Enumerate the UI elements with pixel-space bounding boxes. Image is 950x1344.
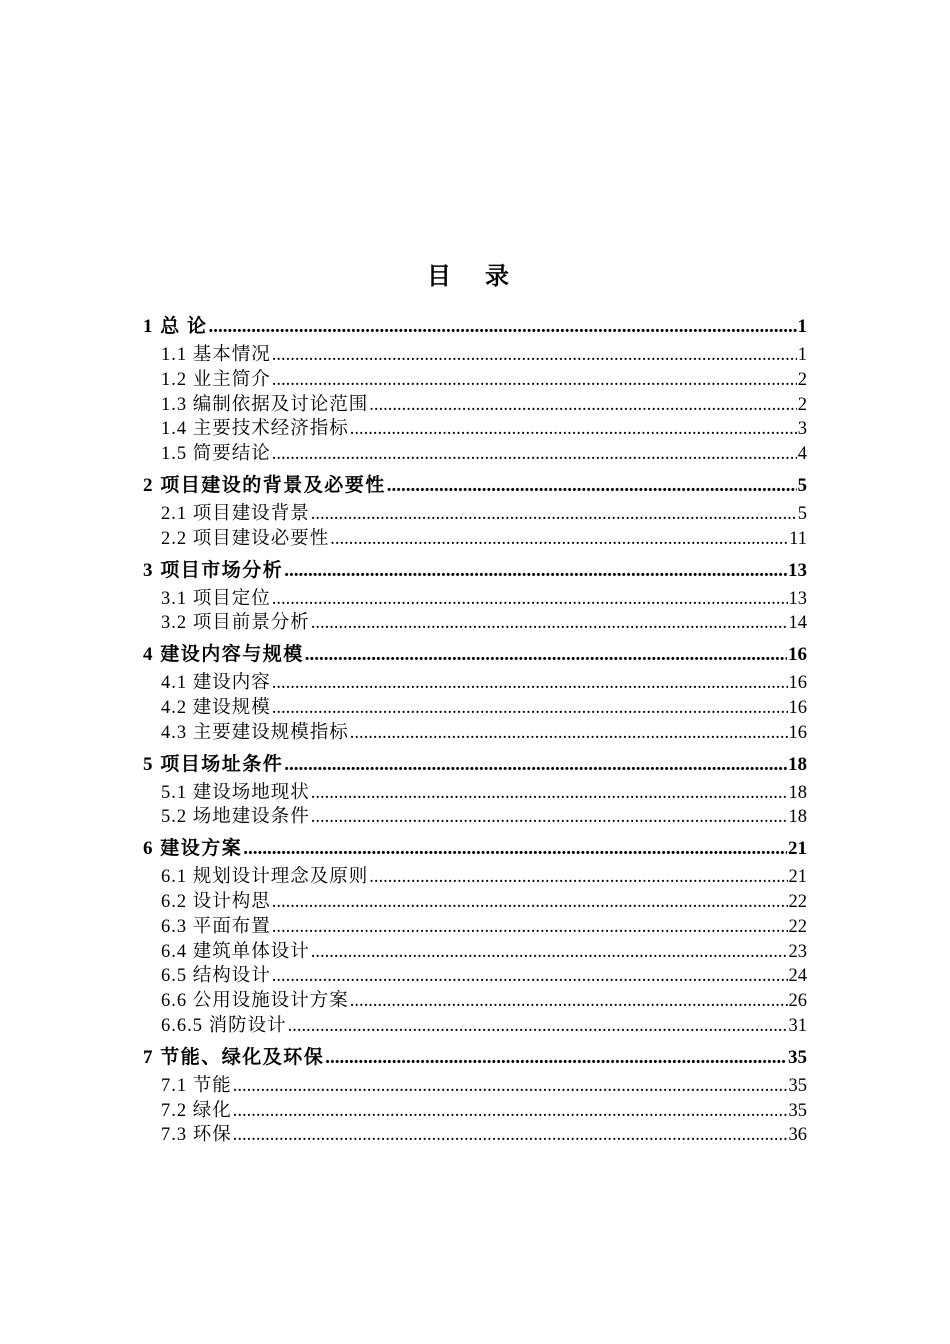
dot-leader bbox=[284, 748, 787, 781]
toc-entry-title: 1.4 主要技术经济指标 bbox=[161, 419, 349, 440]
toc-entry-page: 14 bbox=[788, 613, 807, 634]
toc-entry-section[interactable] bbox=[143, 671, 807, 696]
toc-entry-title: 4.1 建设内容 bbox=[161, 673, 271, 694]
toc-entry-title: 5 项目场址条件 bbox=[143, 753, 284, 775]
toc-entry-title: 3.1 项目定位 bbox=[161, 588, 271, 609]
toc-entry-section[interactable] bbox=[143, 611, 807, 636]
toc-entry-title: 1.5 简要结论 bbox=[161, 444, 271, 465]
toc-entry-title: 6.5 结构设计 bbox=[161, 966, 271, 987]
dot-leader bbox=[272, 671, 788, 696]
dot-leader bbox=[272, 442, 797, 467]
toc-entry-page: 36 bbox=[788, 1125, 807, 1146]
toc-entry-title: 4 建设内容与规模 bbox=[143, 644, 304, 666]
dot-leader bbox=[305, 638, 787, 671]
toc-entry-title: 1.2 业主简介 bbox=[161, 369, 271, 390]
toc-entry-title: 6.6.5 消防设计 bbox=[161, 1015, 287, 1036]
dot-leader bbox=[233, 1099, 788, 1124]
toc-entry-section[interactable] bbox=[143, 964, 807, 989]
toc-entry-page: 5 bbox=[797, 503, 807, 524]
toc-entry-title: 6.2 设计构思 bbox=[161, 891, 271, 912]
dot-leader bbox=[272, 587, 788, 612]
toc-entry-section[interactable] bbox=[143, 368, 807, 393]
dot-leader bbox=[233, 1074, 788, 1099]
toc-entry-chapter[interactable] bbox=[143, 832, 807, 865]
dot-leader bbox=[369, 393, 796, 418]
toc-entry-section[interactable] bbox=[143, 940, 807, 965]
toc-entry-page: 5 bbox=[797, 474, 807, 496]
dot-leader bbox=[350, 417, 797, 442]
toc-entry-title: 6.1 规划设计理念及原则 bbox=[161, 867, 369, 888]
toc-entry-title: 6 建设方案 bbox=[143, 838, 243, 860]
toc-entry-title: 7.2 绿化 bbox=[161, 1100, 232, 1121]
toc-entry-section[interactable] bbox=[143, 417, 807, 442]
toc-entry-page: 1 bbox=[797, 316, 807, 337]
dot-leader bbox=[311, 805, 788, 830]
toc-entry-page: 23 bbox=[788, 941, 807, 962]
toc-entry-page: 35 bbox=[788, 1075, 807, 1096]
toc-entry-section[interactable] bbox=[143, 890, 807, 915]
toc-entry-section[interactable] bbox=[143, 1123, 807, 1148]
dot-leader bbox=[272, 696, 788, 721]
toc-entry-title: 6.4 建筑单体设计 bbox=[161, 941, 310, 962]
toc-entry-section[interactable] bbox=[143, 527, 807, 552]
toc-entry-section[interactable] bbox=[143, 1099, 807, 1124]
dot-leader bbox=[272, 964, 788, 989]
dot-leader bbox=[311, 502, 797, 527]
dot-leader bbox=[243, 832, 787, 865]
dot-leader bbox=[387, 469, 797, 502]
toc-entry-section[interactable] bbox=[143, 721, 807, 746]
toc-entry-page: 18 bbox=[788, 807, 807, 828]
toc-entry-section[interactable] bbox=[143, 805, 807, 830]
toc-entry-title: 7.3 环保 bbox=[161, 1125, 232, 1146]
table-of-contents bbox=[143, 310, 807, 1148]
dot-leader bbox=[330, 527, 788, 552]
dot-leader bbox=[272, 890, 788, 915]
toc-entry-page: 1 bbox=[797, 345, 807, 365]
toc-entry-page: 24 bbox=[788, 966, 807, 987]
dot-leader bbox=[272, 343, 797, 368]
toc-entry-section[interactable] bbox=[143, 1074, 807, 1099]
toc-entry-section[interactable] bbox=[143, 393, 807, 418]
toc-entry-chapter[interactable] bbox=[143, 1041, 807, 1074]
toc-entry-section[interactable] bbox=[143, 1014, 807, 1039]
toc-entry-page: 16 bbox=[788, 644, 807, 666]
dot-leader bbox=[233, 1123, 788, 1148]
toc-entry-page: 31 bbox=[788, 1015, 807, 1036]
toc-entry-page: 16 bbox=[788, 673, 807, 694]
dot-leader bbox=[311, 781, 788, 806]
toc-entry-section[interactable] bbox=[143, 781, 807, 806]
toc-entry-title: 7 节能、绿化及环保 bbox=[143, 1046, 325, 1068]
toc-entry-page: 35 bbox=[788, 1100, 807, 1121]
toc-entry-page: 22 bbox=[788, 891, 807, 912]
toc-entry-page: 13 bbox=[788, 559, 807, 581]
toc-entry-title: 1 总 论 bbox=[143, 316, 208, 337]
dot-leader bbox=[350, 989, 788, 1014]
toc-entry-section[interactable] bbox=[143, 696, 807, 721]
toc-entry-title: 5.1 建设场地现状 bbox=[161, 782, 310, 803]
toc-entry-section[interactable] bbox=[143, 502, 807, 527]
toc-entry-section[interactable] bbox=[143, 915, 807, 940]
toc-entry-title: 6.3 平面布置 bbox=[161, 916, 271, 937]
toc-entry-page: 2 bbox=[797, 369, 807, 390]
dot-leader bbox=[311, 611, 788, 636]
dot-leader bbox=[325, 1041, 787, 1074]
toc-entry-title: 2 项目建设的背景及必要性 bbox=[143, 474, 386, 496]
toc-entry-page: 18 bbox=[788, 782, 807, 803]
toc-entry-title: 3 项目市场分析 bbox=[143, 559, 284, 581]
toc-entry-page: 4 bbox=[797, 444, 807, 465]
toc-entry-chapter[interactable] bbox=[143, 638, 807, 671]
dot-leader bbox=[272, 368, 797, 393]
toc-entry-title: 3.2 项目前景分析 bbox=[161, 613, 310, 634]
toc-entry-chapter[interactable] bbox=[143, 554, 807, 587]
toc-entry-title: 7.1 节能 bbox=[161, 1075, 232, 1096]
page-title: 目 录 bbox=[427, 264, 523, 290]
dot-leader bbox=[350, 721, 788, 746]
toc-entry-page: 11 bbox=[789, 528, 807, 549]
toc-entry-chapter[interactable] bbox=[143, 748, 807, 781]
toc-entry-page: 2 bbox=[797, 394, 807, 415]
toc-entry-title: 1.1 基本情况 bbox=[161, 345, 271, 365]
toc-entry-section[interactable] bbox=[143, 442, 807, 467]
toc-entry-title: 6.6 公用设施设计方案 bbox=[161, 991, 349, 1012]
toc-entry-title: 1.3 编制依据及讨论范围 bbox=[161, 394, 369, 415]
toc-entry-section[interactable] bbox=[143, 865, 807, 890]
toc-entry-page: 13 bbox=[788, 588, 807, 609]
dot-leader bbox=[369, 865, 787, 890]
toc-entry-page: 16 bbox=[788, 697, 807, 718]
toc-entry-section[interactable] bbox=[143, 587, 807, 612]
toc-entry-page: 3 bbox=[797, 419, 807, 440]
toc-entry-title: 2.2 项目建设必要性 bbox=[161, 528, 330, 549]
toc-entry-page: 21 bbox=[788, 867, 807, 888]
toc-entry-chapter[interactable] bbox=[143, 310, 807, 343]
dot-leader bbox=[272, 915, 788, 940]
toc-entry-page: 16 bbox=[788, 722, 807, 743]
toc-entry-title: 4.2 建设规模 bbox=[161, 697, 271, 718]
toc-entry-page: 22 bbox=[788, 916, 807, 937]
toc-entry-title: 2.1 项目建设背景 bbox=[161, 503, 310, 524]
toc-entry-title: 4.3 主要建设规模指标 bbox=[161, 722, 349, 743]
toc-entry-page: 35 bbox=[788, 1046, 807, 1068]
dot-leader bbox=[209, 310, 797, 343]
dot-leader bbox=[311, 940, 788, 965]
toc-entry-page: 21 bbox=[788, 838, 807, 860]
toc-entry-page: 26 bbox=[788, 991, 807, 1012]
dot-leader bbox=[288, 1014, 788, 1039]
toc-entry-section[interactable] bbox=[143, 989, 807, 1014]
toc-entry-title: 5.2 场地建设条件 bbox=[161, 807, 310, 828]
toc-entry-chapter[interactable] bbox=[143, 469, 807, 502]
toc-entry-section[interactable] bbox=[143, 343, 807, 368]
toc-entry-page: 18 bbox=[788, 753, 807, 775]
dot-leader bbox=[284, 554, 787, 587]
